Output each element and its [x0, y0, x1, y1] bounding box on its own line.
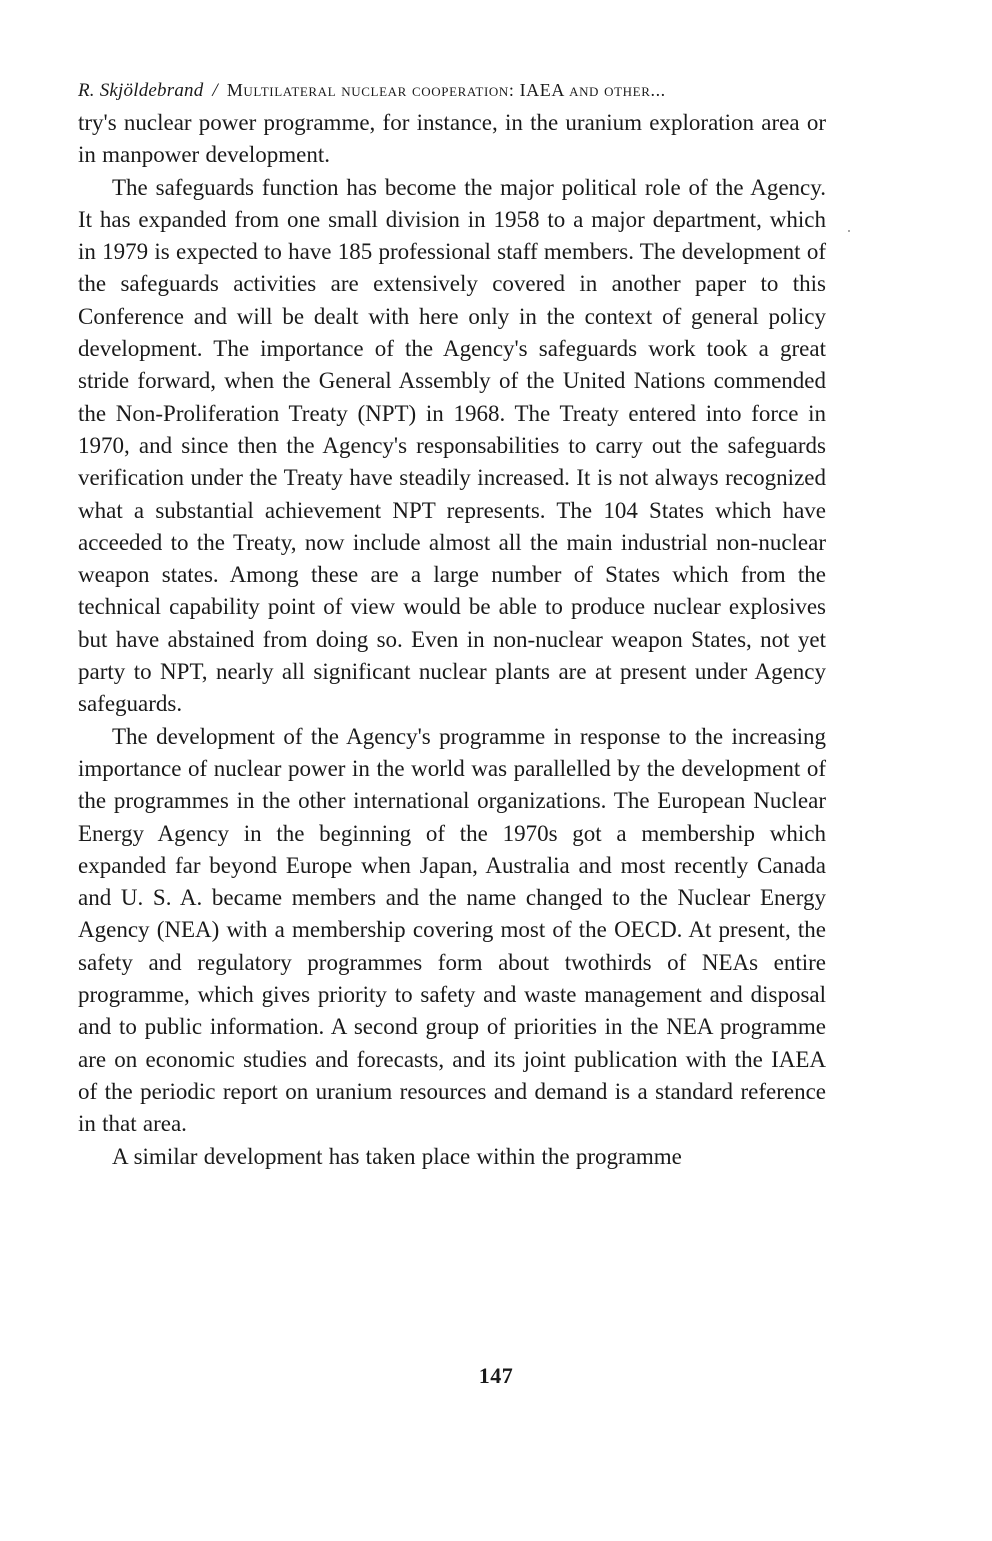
paragraph-programme-development: The development of the Agency's programme in response to the increasing importance of nuclear power in the world was parallelled by the development of the programmes in the other international organizations. The European Nuclear Energy Agency in the beginning of the 1970s got a membership which expanded far beyond Europe when Japan, Australia and most recently Canada and U. S. A. became members and the name changed to the Nuclear Energy Agency (NEA) with a membership covering most of the OECD. At present, the safety and regulatory programmes form about twothirds of NEAs entire programme, which gives priority to safety and waste management and disposal and to public information. A second group of priorities in the NEA programme are on economic studies and forecasts, and its joint publication with the IAEA of the periodic report on uranium resources and demand is a standard reference in that area. [78, 723, 826, 1137]
page-number: 147 [478, 1363, 514, 1388]
paragraph-similar-development: A similar development has taken place within the programme [112, 1143, 682, 1169]
paragraph-safeguards: The safeguards function has become the major political role of the Agency. It has expanded from one small division in 1958 to a major department, which in 1979 is expected to have 185 professional staff members. The development of the safeguards activities are extensively covered in another paper to this Conference and will be dealt with here only in the context of general policy development. The importance of the Agency's safeguards work took a great stride forward, when the General Assembly of the United Nations commended the Non-Proliferation Treaty (NPT) in 1968. The Treaty entered into force in 1970, and since then the Agency's responsabilities to carry out the safeguards verification under the Treaty have steadily increased. It is not always recognized what a substantial achievement NPT represents. The 104 States which have acceeded to the Treaty, now include almost all the main industrial non-nuclear weapon states. Among these are a large number of States which from the technical capability point of view would be able to produce nuclear explosives but have abstained from doing so. Even in non-nuclear weapon States, not yet party to NPT, nearly all significant nuclear plants are at present under Agency safeguards. [78, 174, 826, 717]
page-body [78, 78, 826, 1173]
header-title: Multilateral nuclear cooperation: IAEA and other... [226, 80, 666, 100]
scan-speck [848, 230, 850, 232]
header-separator: / [212, 80, 218, 101]
header-author: R. Skjöldebrand [78, 80, 204, 101]
paragraph-continuation: try's nuclear power programme, for instance, in the uranium exploration area or in manpower development. [78, 110, 826, 168]
running-header [78, 78, 826, 103]
